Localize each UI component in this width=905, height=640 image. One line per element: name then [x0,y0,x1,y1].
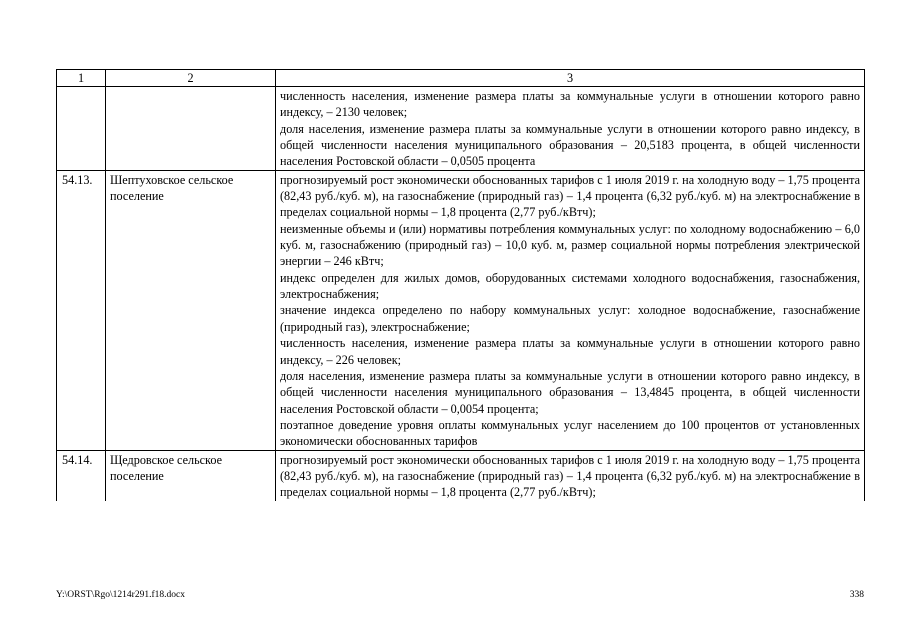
header-col-2: 2 [106,70,276,87]
description-paragraph: значение индекса определено по набору коммунальных услуг: холодное водоснабжение, газоснабжение (природный газ), электроснабжение; [280,303,860,334]
footer-file-path: Y:\ORST\Rgo\1214r291.f18.docx [56,590,185,600]
row-number [57,87,106,171]
header-col-1: 1 [57,70,106,87]
row-description [276,450,865,501]
page-number: 338 [849,590,864,600]
row-description [276,87,865,171]
row-number: 54.14. [57,450,106,501]
table-header-row [57,70,865,87]
row-description [276,170,865,450]
table-row [57,450,865,501]
description-paragraph: численность населения, изменение размера платы за коммунальные услуги в отношении которого равно индексу, – 226 человек; [280,336,860,367]
description-paragraph: индекс определен для жилых домов, оборудованных системами холодного водоснабжения, газоснабжения, электроснабжения; [280,270,860,302]
row-number: 54.13. [57,170,106,450]
description-paragraph: доля населения, изменение размера платы за коммунальные услуги в отношении которого равно индексу, в общей численности населения муниципального образования – 13,4845 процента, в общей численности населения Ростовской области – 0,0054 процента; [280,368,860,416]
settlement-name: Щедровское сельское поселение [106,450,276,501]
description-paragraph: доля населения, изменение размера платы за коммунальные услуги в отношении которого равно индексу, в общей численности населения муниципального образования – 20,5183 процента, в общей численности населения Ростовской области – 0,0505 процента [280,121,860,169]
table-row [57,87,865,171]
description-paragraph: прогнозируемый рост экономически обоснованных тарифов с 1 июля 2019 г. на холодную воду – 1,75 процента (82,43 руб./куб. м), на газоснабжение (природный газ) – 1,4 процента (6,32 руб./куб. м) на электроснабжение в пределах социальной нормы – 1,8 процента (2,77 руб./кВтч); [280,452,860,500]
description-paragraph: поэтапное доведение уровня оплаты коммунальных услуг населением до 100 процентов от установленных экономически обоснованных тарифов [280,417,860,449]
tariff-table [56,69,865,501]
header-col-3: 3 [276,70,865,87]
description-paragraph: прогнозируемый рост экономически обоснованных тарифов с 1 июля 2019 г. на холодную воду – 1,75 процента (82,43 руб./куб. м), на газоснабжение (природный газ) – 1,4 процента (6,32 руб./куб. м) на электроснабжение в пределах социальной нормы – 1,8 процента (2,77 руб./кВтч); [280,172,860,220]
description-paragraph: численность населения, изменение размера платы за коммунальные услуги в отношении которого равно индексу, – 2130 человек; [280,89,860,120]
description-paragraph: неизменные объемы и (или) нормативы потребления коммунальных услуг: по холодному водоснабжению – 6,0 куб. м, газоснабжению (природный газ) – 10,0 куб. м, размер социальной нормы потребления электрической энергии – 246 кВтч; [280,221,860,269]
settlement-name [106,87,276,171]
table-row [57,170,865,450]
settlement-name: Шептуховское сельское поселение [106,170,276,450]
